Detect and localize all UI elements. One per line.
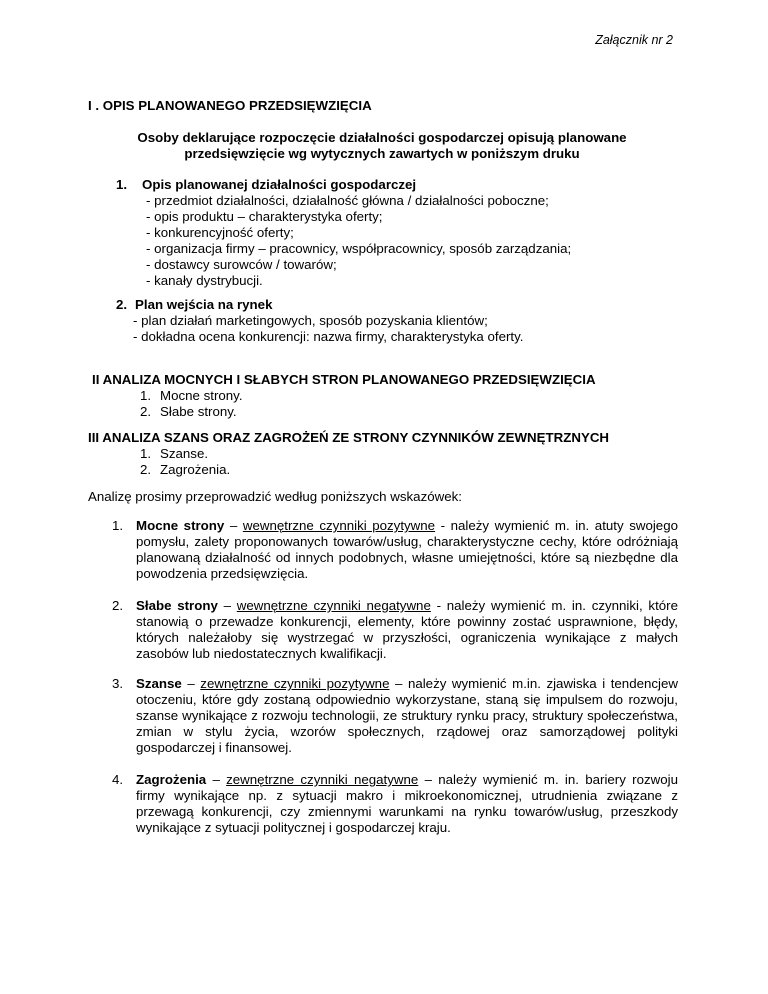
instruction-item-4 bbox=[112, 772, 678, 836]
bullet: - plan działań marketingowych, sposób pozyskania klientów; bbox=[133, 313, 488, 328]
instruction-term: Mocne strony bbox=[136, 518, 225, 533]
instruction-number: 2. bbox=[112, 598, 124, 613]
instructions-intro: Analizę prosimy przeprowadzić według poniższych wskazówek: bbox=[88, 489, 462, 504]
instruction-item-3 bbox=[112, 676, 678, 756]
list-item bbox=[140, 446, 230, 462]
list-item-label: Mocne strony. bbox=[160, 388, 243, 403]
plan-item-2-title: Plan wejścia na rynek bbox=[135, 297, 273, 312]
instruction-term: Zagrożenia bbox=[136, 772, 207, 787]
list-item-label: Szanse. bbox=[160, 446, 209, 461]
list-item-number: 1. bbox=[140, 446, 152, 461]
plan-item-2 bbox=[116, 297, 696, 345]
instruction-number: 1. bbox=[112, 518, 124, 533]
plan-item-1 bbox=[116, 177, 696, 289]
instruction-underlined: wewnętrzne czynniki pozytywne bbox=[242, 518, 436, 533]
instruction-rest: – należy wymienić m.in. zjawiska i tendencjew otoczeniu, które gdy zostaną odpowiednio wykorzystane, staną się impulsem do rozwoju, szanse wynikające z rozwoju technologii, ze struktury rynku pracy, struktury społeczeństwa, zmian w stylu życia, wzorów społecznych, rządowej oraz samorządowej polityki gospodarczej i finansowej. bbox=[136, 676, 678, 755]
intro-line-2: przedsięwzięcie wg wytycznych zawartych w poniższym druku bbox=[184, 146, 580, 161]
section-1-heading: I . OPIS PLANOWANEGO PRZEDSIĘWZIĘCIA bbox=[88, 98, 372, 113]
plan-item-2-number: 2. bbox=[116, 297, 128, 312]
section-1-intro bbox=[88, 130, 676, 162]
list-item bbox=[140, 462, 230, 478]
plan-item-2-bullets bbox=[116, 313, 696, 345]
instruction-separator: – bbox=[206, 772, 227, 787]
instruction-term: Słabe strony bbox=[136, 598, 218, 613]
section-2-list bbox=[140, 388, 243, 420]
bullet: - konkurencyjność oferty; bbox=[146, 225, 294, 240]
instruction-separator: – bbox=[181, 676, 201, 691]
instruction-rest: - należy wymienić m. in. czynniki, które stanowią o przewadze konkurencji, elementy, które powinny zostać usprawnione, błędy, których należałoby się wystrzegać w przyszłości, ograniczenia wynikające z małych zasobów lub niedostatecznych kwalifikacji. bbox=[136, 598, 678, 661]
instruction-number: 4. bbox=[112, 772, 124, 787]
intro-line-1: Osoby deklarujące rozpoczęcie działalności gospodarczej opisują planowane bbox=[137, 130, 627, 145]
annex-label: Załącznik nr 2 bbox=[595, 33, 673, 47]
plan-item-1-number: 1. bbox=[116, 177, 128, 192]
instruction-underlined: wewnętrzne czynniki negatywne bbox=[236, 598, 431, 613]
instruction-term: Szanse bbox=[136, 676, 182, 691]
instruction-item-2 bbox=[112, 598, 678, 662]
plan-item-1-bullets bbox=[116, 193, 696, 289]
instruction-item-1 bbox=[112, 518, 678, 582]
bullet: - dokładna ocena konkurencji: nazwa firmy, charakterystyka oferty. bbox=[133, 329, 524, 344]
instruction-text bbox=[136, 598, 678, 662]
instruction-separator: – bbox=[224, 518, 243, 533]
list-item-number: 2. bbox=[140, 462, 152, 477]
bullet: - organizacja firmy – pracownicy, współpracownicy, sposób zarządzania; bbox=[146, 241, 572, 256]
instruction-number: 3. bbox=[112, 676, 124, 691]
instruction-separator: – bbox=[217, 598, 237, 613]
list-item bbox=[140, 404, 243, 420]
bullet: - kanały dystrybucji. bbox=[146, 273, 263, 288]
list-item bbox=[140, 388, 243, 404]
instruction-text bbox=[136, 518, 678, 582]
section-3-heading: III ANALIZA SZANS ORAZ ZAGROŻEŃ ZE STRONY CZYNNIKÓW ZEWNĘTRZNYCH bbox=[88, 430, 610, 445]
plan-item-1-title: Opis planowanej działalności gospodarczej bbox=[142, 177, 417, 192]
section-2-heading: II ANALIZA MOCNYCH I SŁABYCH STRON PLANOWANEGO PRZEDSIĘWZIĘCIA bbox=[92, 372, 596, 387]
list-item-label: Słabe strony. bbox=[160, 404, 237, 419]
list-item-number: 2. bbox=[140, 404, 152, 419]
instruction-underlined: zewnętrzne czynniki negatywne bbox=[226, 772, 419, 787]
bullet: - przedmiot działalności, działalność główna / działalności poboczne; bbox=[146, 193, 549, 208]
instruction-text bbox=[136, 676, 678, 756]
instruction-rest: – należy wymienić m. in. bariery rozwoju firmy wynikające np. z sytuacji makro i mikroekonomicznej, utrudnienia związane z przewagą konkurencji, czy zmiennymi warunkami na rynku towarów/usług, przeszkody wynikające z sytuacji politycznej i gospodarczej kraju. bbox=[136, 772, 678, 835]
instruction-text bbox=[136, 772, 678, 836]
instruction-rest: - należy wymienić m. in. atuty swojego pomysłu, zalety proponowanych towarów/usług, charakterystyczne cechy, które odróżniają planowaną działalność od innych podobnych, własne umiejętności, które są niezbędne dla powodzenia przedsięwzięcia. bbox=[136, 518, 678, 581]
list-item-number: 1. bbox=[140, 388, 152, 403]
list-item-label: Zagrożenia. bbox=[160, 462, 231, 477]
instruction-underlined: zewnętrzne czynniki pozytywne bbox=[200, 676, 390, 691]
bullet: - dostawcy surowców / towarów; bbox=[146, 257, 337, 272]
section-3-list bbox=[140, 446, 230, 478]
bullet: - opis produktu – charakterystyka oferty; bbox=[146, 209, 383, 224]
